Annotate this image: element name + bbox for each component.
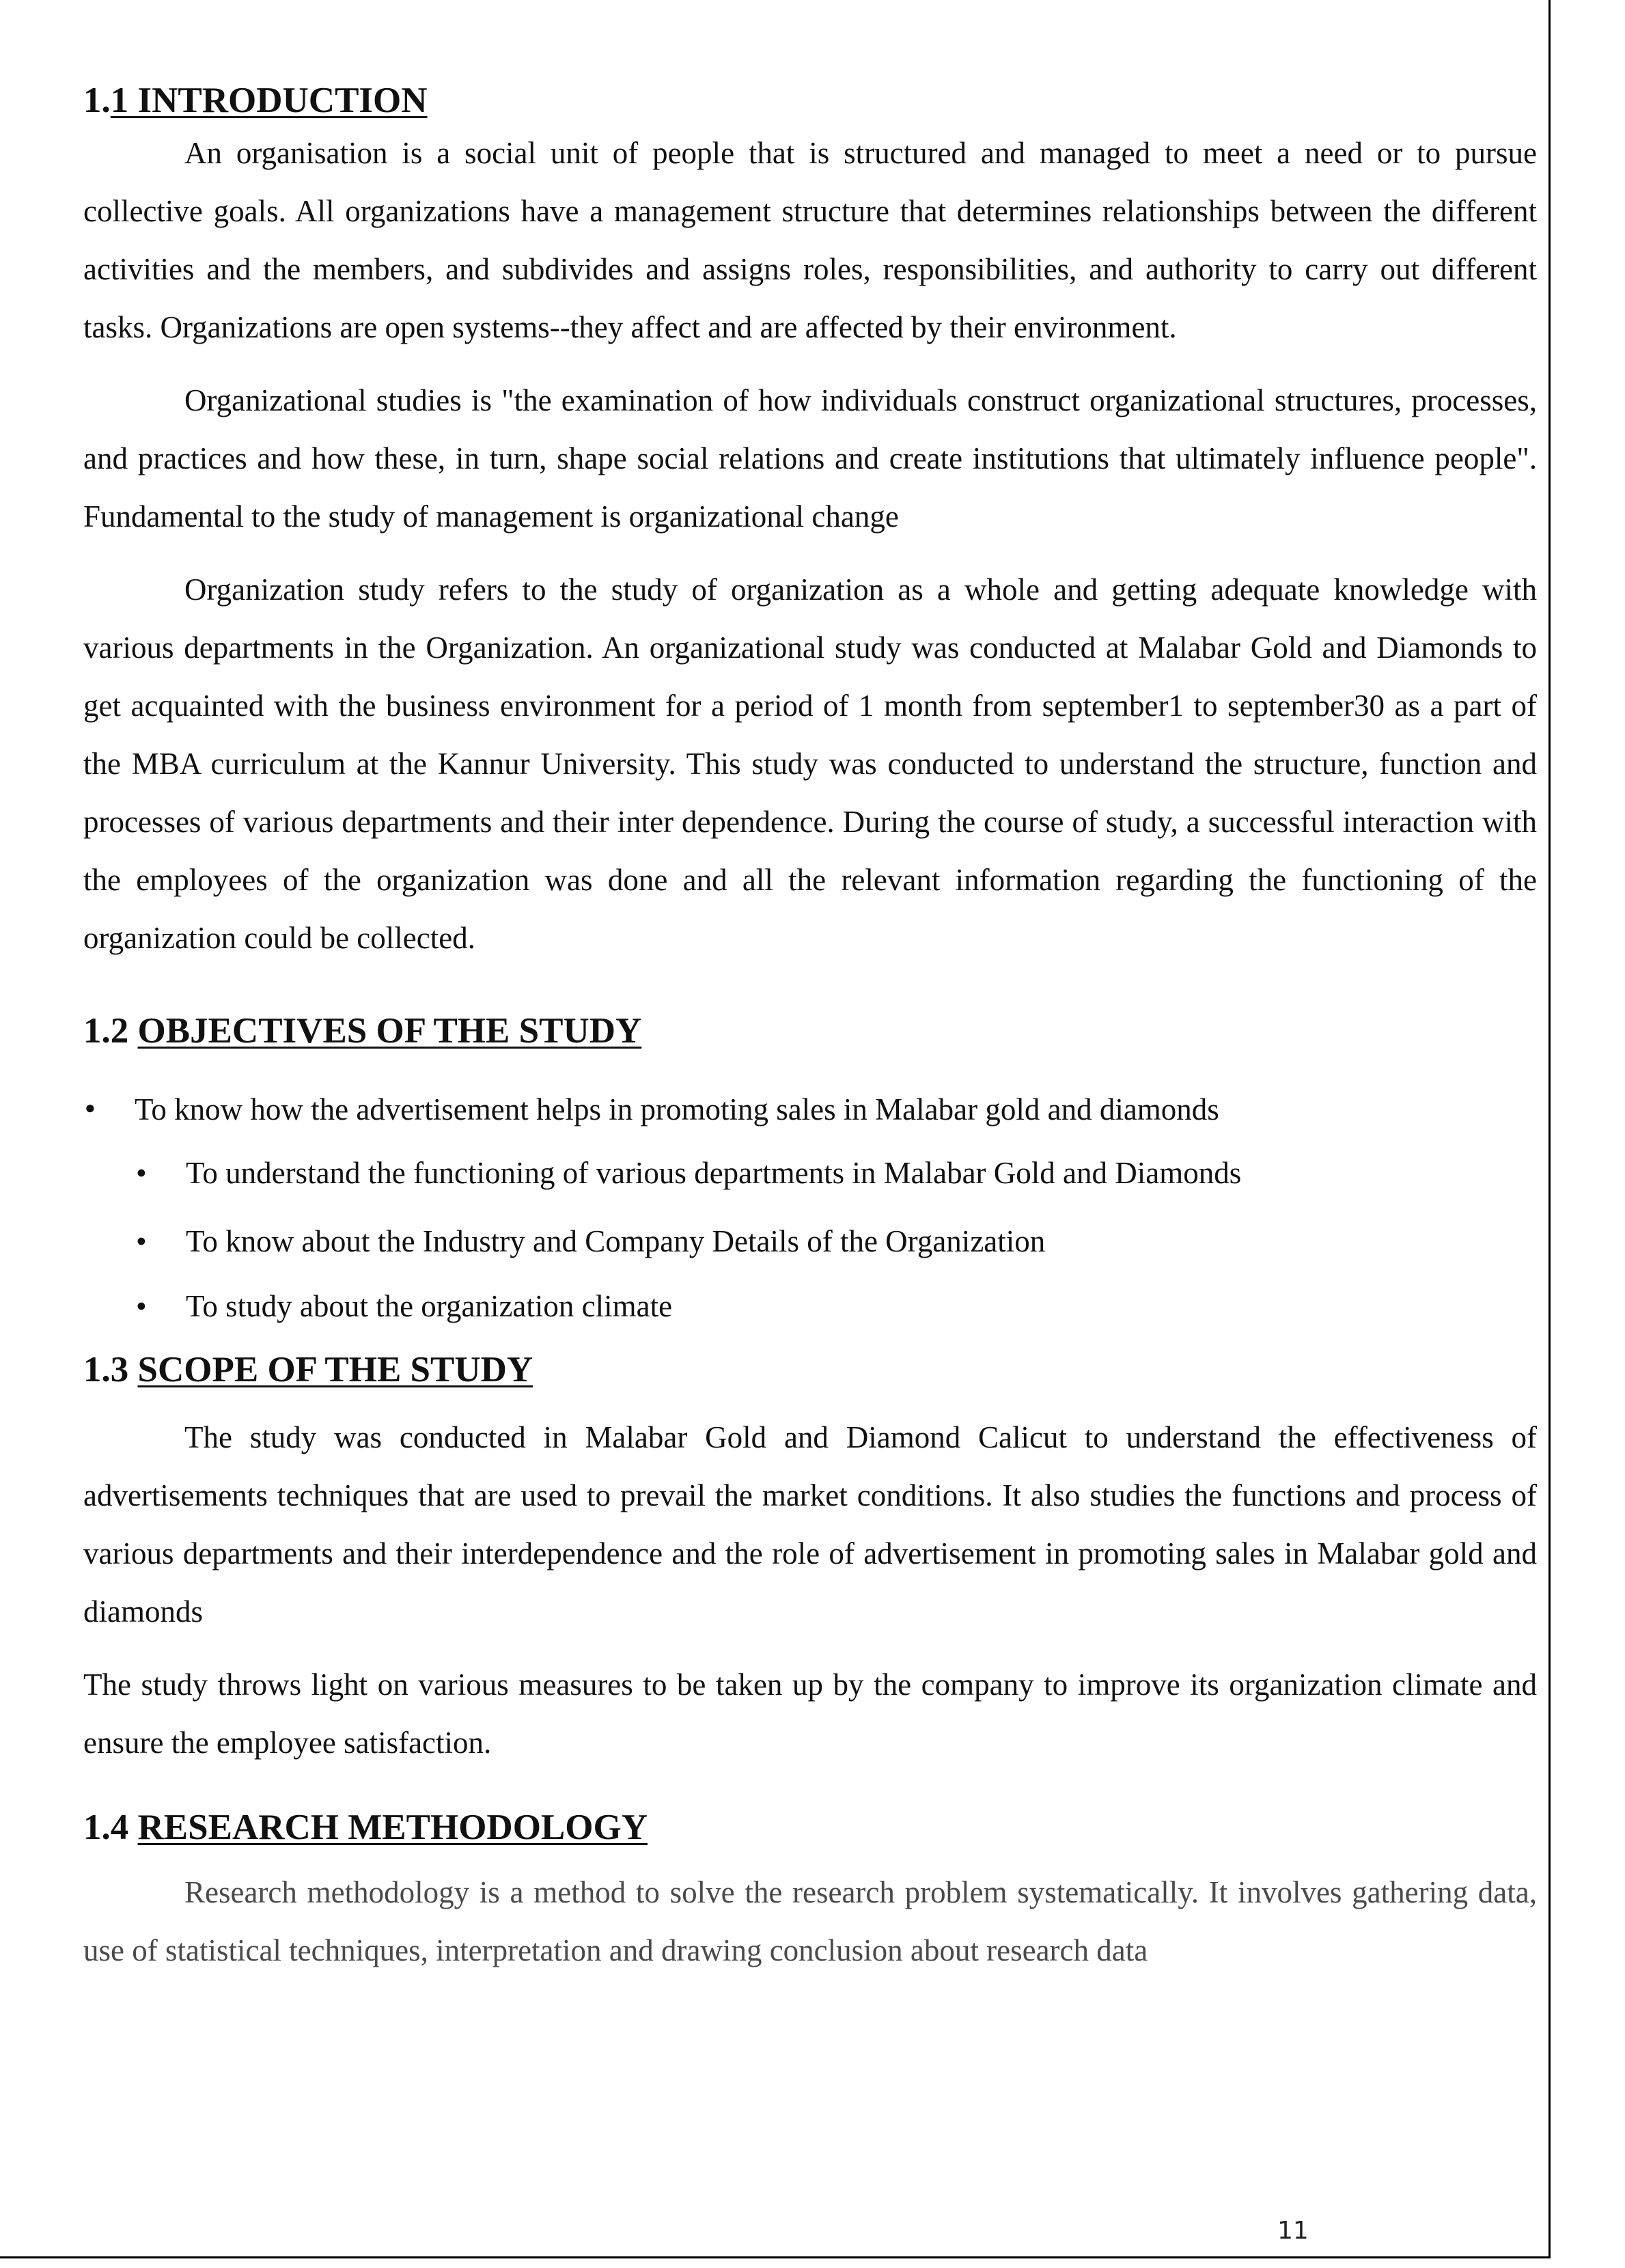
- objectives-list: [83, 1089, 1537, 1327]
- heading-methodology-number: 1.4: [83, 1808, 129, 1847]
- intro-paragraph-2: Organizational studies is "the examination of how individuals construct organizational structures, processes, and practices and how these, in turn, shape social relations and create institutions that ultimately influence people". Fundamental to the study of management is organizational change: [83, 383, 1537, 534]
- scope-paragraph-2: The study throws light on various measures to be taken up by the company to improve its organization climate and ensure the employee satisfaction.: [83, 1668, 1537, 1760]
- heading-methodology-title: RESEARCH METHODOLOGY: [137, 1808, 648, 1847]
- objective-text: To study about the organization climate: [186, 1289, 673, 1323]
- scope-paragraph-1: The study was conducted in Malabar Gold and Diamond Calicut to understand the effectiveness of advertisements techniques that are used to prevail the market conditions. It also studies the functions and process of various departments and their interdependence and the role of advertisement in promoting sales in Malabar gold and diamonds: [83, 1420, 1537, 1629]
- page-content: [83, 77, 1537, 1980]
- heading-scope-title: SCOPE OF THE STUDY: [137, 1350, 533, 1389]
- heading-objectives-title: OBJECTIVES OF THE STUDY: [137, 1011, 642, 1051]
- bullet-icon: ●: [85, 1098, 96, 1118]
- objective-item: [83, 1089, 1537, 1130]
- objective-text: To know about the Industry and Company Details of the Organization: [186, 1224, 1046, 1258]
- heading-objectives-number: 1.2: [83, 1011, 129, 1051]
- heading-scope: [83, 1346, 1537, 1394]
- heading-introduction: [83, 77, 1537, 124]
- objective-item: [83, 1286, 1537, 1327]
- bullet-icon: •: [136, 1224, 147, 1258]
- bullet-icon: •: [136, 1289, 147, 1323]
- objective-item: [83, 1221, 1537, 1262]
- methodology-paragraph-1: Research methodology is a method to solve the research problem systematically. It involves gathering data, use of statistical techniques, interpretation and drawing conclusion about research data: [83, 1875, 1537, 1967]
- bullet-icon: •: [136, 1156, 147, 1190]
- objective-text: To know how the advertisement helps in promoting sales in Malabar gold and diamonds: [135, 1092, 1219, 1126]
- intro-paragraph-1: An organisation is a social unit of people that is structured and managed to meet a need or to pursue collective goals. All organizations have a management structure that determines relationships between the different activities and the members, and subdivides and assigns roles, responsibilities, and authority to carry out different tasks. Organizations are open systems--they affect and are affected by their environment.: [83, 136, 1537, 344]
- objective-text: To understand the functioning of various departments in Malabar Gold and Diamonds: [186, 1156, 1242, 1190]
- intro-paragraph-3: Organization study refers to the study of organization as a whole and getting adequate knowledge with various departments in the Organization. An organizational study was conducted at Malabar Gold and Diamonds to get acquainted with the business environment for a period of 1 month from september1 to september30 as a part of the MBA curriculum at the Kannur University. This study was conducted to understand the structure, function and processes of various departments and their inter dependence. During the course of study, a successful interaction with the employees of the organization was done and all the relevant information regarding the functioning of the organization could be collected.: [83, 572, 1537, 955]
- heading-objectives: [83, 1007, 1537, 1055]
- page-number: 11: [1277, 2217, 1309, 2245]
- heading-methodology: [83, 1803, 1537, 1851]
- heading-introduction-title: 1 INTRODUCTION: [110, 81, 428, 120]
- heading-introduction-number: 1.: [83, 81, 111, 120]
- objective-item: [83, 1152, 1537, 1193]
- heading-scope-number: 1.3: [83, 1350, 129, 1389]
